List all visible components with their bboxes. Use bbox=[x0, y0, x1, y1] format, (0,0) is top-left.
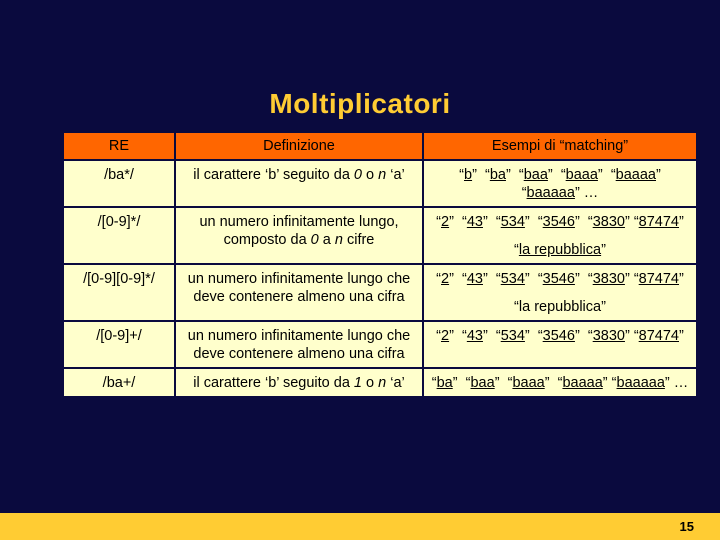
example-match: “baaa” bbox=[560, 167, 603, 183]
example-match: “87474” bbox=[633, 328, 684, 344]
example-match: “534” bbox=[495, 214, 530, 230]
regex-cell: /[0-9][0-9]*/ bbox=[63, 264, 175, 321]
example-match: “3830” bbox=[587, 214, 630, 230]
examples-cell bbox=[423, 207, 697, 264]
example-match: “baa” bbox=[465, 375, 500, 391]
definition-cell: un numero infinitamente lungo, composto da 0 a n cifre bbox=[175, 207, 423, 264]
example-match: “3830” bbox=[587, 328, 630, 344]
example-match: “baaa” bbox=[507, 375, 550, 391]
example-match: “3546” bbox=[537, 328, 580, 344]
example-match: “baaaaa” … bbox=[611, 375, 689, 391]
regex-table bbox=[62, 131, 698, 398]
table-row bbox=[63, 321, 697, 368]
example-match: “2” bbox=[436, 271, 454, 287]
regex-cell: /ba+/ bbox=[63, 368, 175, 397]
examples-cell bbox=[423, 160, 697, 207]
example-match: “87474” bbox=[633, 214, 684, 230]
example-match: “2” bbox=[436, 328, 454, 344]
example-match: “2” bbox=[436, 214, 454, 230]
header-definizione: Definizione bbox=[175, 132, 423, 160]
example-match: “baa” bbox=[518, 167, 553, 183]
example-match: “534” bbox=[495, 328, 530, 344]
table-row bbox=[63, 160, 697, 207]
example-match: “43” bbox=[461, 328, 488, 344]
non-match-example: “la repubblica” bbox=[514, 242, 606, 258]
definition-cell: un numero infinitamente lungo che deve contenere almeno una cifra bbox=[175, 321, 423, 368]
example-match: “3546” bbox=[537, 271, 580, 287]
examples-cell bbox=[423, 264, 697, 321]
regex-cell: /[0-9]+/ bbox=[63, 321, 175, 368]
regex-cell: /[0-9]*/ bbox=[63, 207, 175, 264]
example-match: “ba” bbox=[484, 167, 511, 183]
regex-cell: /ba*/ bbox=[63, 160, 175, 207]
table-row bbox=[63, 368, 697, 397]
example-match: “baaaaa” … bbox=[521, 185, 599, 201]
definition-cell: il carattere ‘b’ seguito da 0 o n ‘a’ bbox=[175, 160, 423, 207]
footer-bar bbox=[0, 513, 720, 540]
header-re: RE bbox=[63, 132, 175, 160]
example-match: “87474” bbox=[633, 271, 684, 287]
example-match: “3830” bbox=[587, 271, 630, 287]
slide-title: Moltiplicatori bbox=[269, 88, 451, 119]
definition-cell: il carattere ‘b’ seguito da 1 o n ‘a’ bbox=[175, 368, 423, 397]
example-match: “534” bbox=[495, 271, 530, 287]
example-match: “baaaa” bbox=[610, 167, 661, 183]
example-match: “baaaa” bbox=[557, 375, 608, 391]
definition-cell: un numero infinitamente lungo che deve contenere almeno una cifra bbox=[175, 264, 423, 321]
examples-cell bbox=[423, 368, 697, 397]
non-match-example: “la repubblica” bbox=[514, 299, 606, 315]
example-match: “3546” bbox=[537, 214, 580, 230]
example-match: “ba” bbox=[431, 375, 458, 391]
examples-cell bbox=[423, 321, 697, 368]
table-row bbox=[63, 264, 697, 321]
table-row bbox=[63, 207, 697, 264]
page-number: 15 bbox=[679, 519, 694, 534]
table-header-row bbox=[63, 132, 697, 160]
example-match: “43” bbox=[461, 271, 488, 287]
example-match: “b” bbox=[459, 167, 477, 183]
header-esempi: Esempi di “matching” bbox=[423, 132, 697, 160]
example-match: “43” bbox=[461, 214, 488, 230]
